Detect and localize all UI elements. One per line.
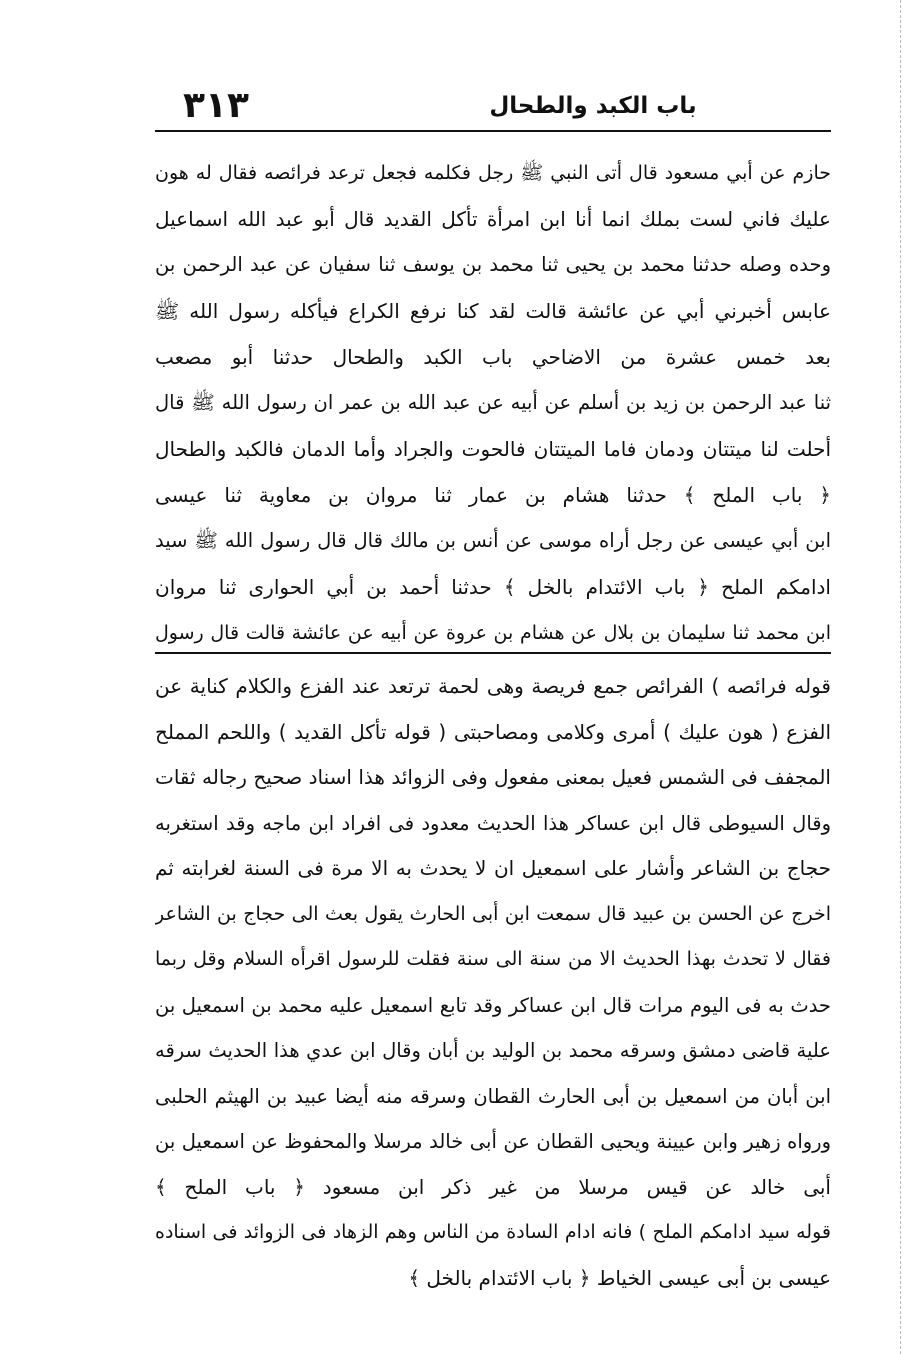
footnote-line: ابن أبان من اسمعيل بن أبى الحارث القطان وسرقه منه أيضا عبيد بن الهيثم الحلبى: [155, 1084, 831, 1108]
page-edge: [900, 0, 915, 1354]
main-text: [155, 150, 831, 656]
main-line: عليك فاني لست بملك انما أنا ابن امرأة تأكل القديد قال أبو عبد الله اسماعيل: [155, 207, 831, 231]
page-header: [155, 86, 831, 126]
main-line: بعد خمس عشرة من الاضاحي باب الكبد والطحال حدثنا أبو مصعب: [155, 345, 831, 369]
main-line: حازم عن أبي مسعود قال أتى النبي ﷺ رجل فكلمه فجعل ترعد فرائصه فقال له هون: [155, 162, 831, 184]
footnote-line: أبى خالد عن قيس مرسلا من غير ذكر ابن مسعود ﴿ باب الملح ﴾: [155, 1174, 831, 1199]
main-line: ثنا عبد الرحمن بن زيد بن أسلم عن أبيه عن عبد الله بن عمر ان رسول الله ﷺ قال: [155, 391, 831, 414]
footnote-line: قوله سيد ادامكم الملح ) فانه ادام السادة من الناس وهم الزهاد فى الزوائد فى اسناده: [155, 1221, 831, 1243]
page-number: ٣١٣: [183, 85, 249, 126]
footnote-line: الفزع ( هون عليك ) أمرى وكلامى ومصاحبتى ( قوله تأكل القديد ) واللحم المملح: [155, 719, 831, 744]
footnotes: [155, 664, 831, 1301]
footnote-line: عيسى بن أبى عيسى الخياط ﴿ باب الائتدام بالخل ﴾: [408, 1265, 831, 1290]
footnote-line: حدث به فى اليوم مرات قال ابن عساكر وقد تابع اسمعيل عليه محمد بن اسمعيل بن: [155, 993, 831, 1017]
main-line: أحلت لنا ميتتان ودمان فاما الميتتان فالحوت والجراد وأما الدمان فالكبد والطحال: [155, 437, 831, 461]
main-line: ادامكم الملح ﴿ باب الائتدام بالخل ﴾ حدثنا أحمد بن أبي الحوارى ثنا مروان: [155, 575, 831, 599]
footnote-line: ورواه زهير وابن عيينة ويحيى القطان عن أبى خالد مرسلا والمحفوظ عن اسمعيل بن: [155, 1130, 831, 1153]
footnote-line: المجفف فى الشمس فعيل بمعنى مفعول وفى الزوائد هذا اسناد صحيح رجاله ثقات: [155, 765, 831, 789]
main-line: ابن محمد ثنا سليمان بن بلال عن هشام بن عروة عن أبيه عن عائشة قالت قال رسول: [155, 622, 831, 644]
main-line: عابس أخبرني أبي عن عائشة قالت لقد كنا نرفع الكراع فيأكله رسول الله ﷺ: [155, 299, 831, 323]
footnote-divider: [155, 652, 831, 654]
footnote-line: قوله فرائصه ) الفرائص جمع فريصة وهى لحمة ترتعد عند الفزع والكلام كناية عن: [155, 674, 831, 698]
main-line: ﴿ باب الملح ﴾ حدثنا هشام بن عمار ثنا مروان بن معاوية ثنا عيسى: [155, 483, 831, 507]
main-line: ابن أبي عيسى عن رجل أراه موسى عن أنس بن مالك قال قال رسول الله ﷺ سيد: [155, 529, 831, 552]
footnote-line: علية قاضى دمشق وسرقه محمد بن الوليد بن أبان وقال ابن عدي هذا الحديث سرقه: [155, 1039, 831, 1062]
chapter-title: باب الكبد والطحال: [489, 93, 697, 119]
footnote-line: فقال لا تحدث بهذا الحديث الا من سنة الى سنة فقلت للرسول اقرأه السلام وقل ربما: [155, 948, 831, 970]
footnote-line: وقال السيوطى قال ابن عساكر هذا الحديث معدود فى افراد ابن ماجه وقد استغربه: [155, 811, 831, 835]
header-divider: [155, 130, 831, 132]
footnote-line: اخرج عن الحسن بن عبيد قال سمعت ابن أبى الحارث يقول بعث الى حجاج بن الشاعر: [155, 902, 831, 925]
main-line: وحده وصله حدثنا محمد بن يحيى ثنا محمد بن يوسف ثنا سفيان عن عبد الرحمن بن: [155, 253, 831, 276]
footnote-line: حجاج بن الشاعر وأشار على اسمعيل ان لا يحدث به الا مرة فى السنة لغرابته ثم: [155, 856, 831, 880]
